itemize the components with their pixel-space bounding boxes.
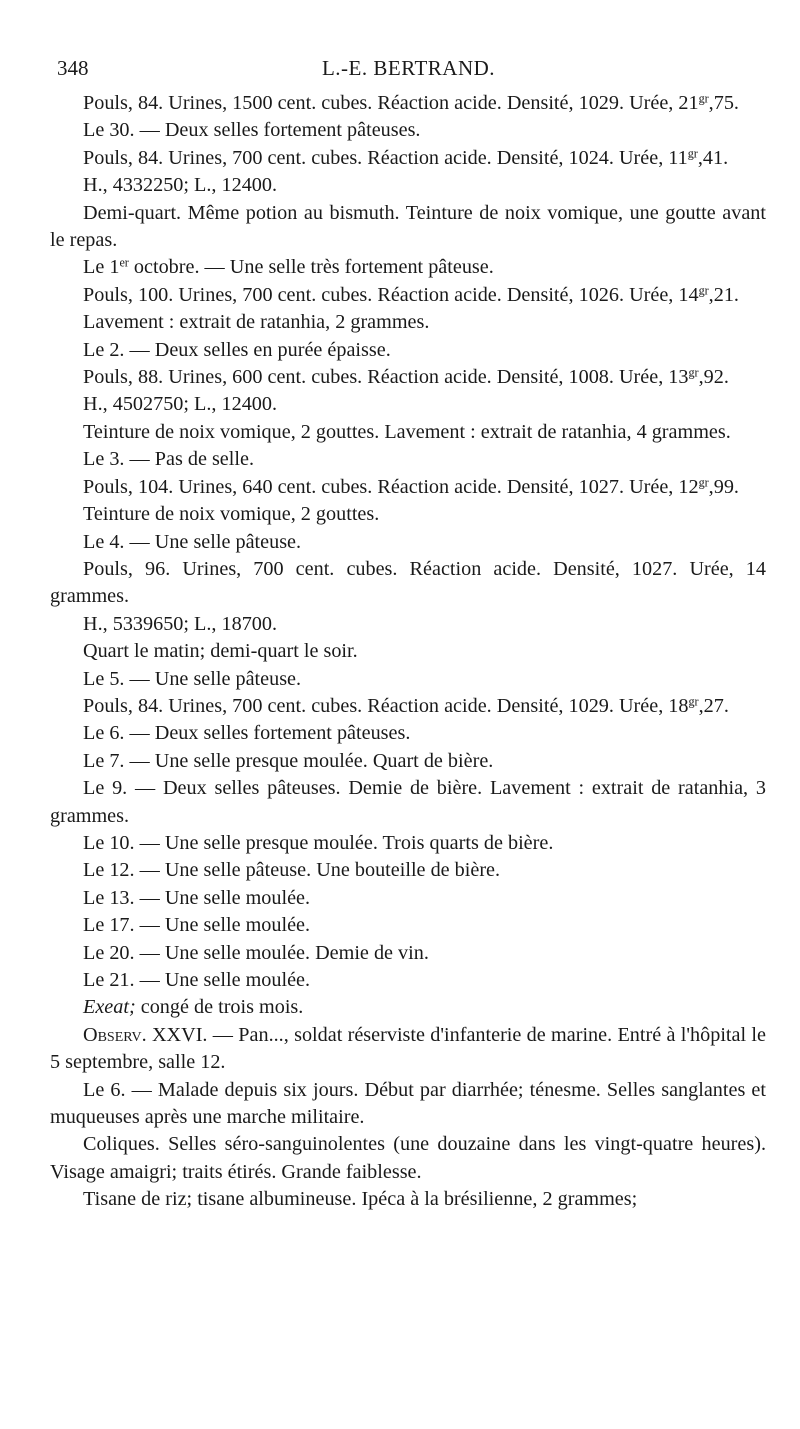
paragraph	[50, 172, 766, 199]
superscript: gr	[698, 283, 709, 298]
paragraph-text-tail: ,75.	[708, 92, 739, 114]
paragraph	[50, 337, 766, 364]
superscript: gr	[688, 694, 699, 709]
paragraph-text: Pouls, 84. Urines, 700 cent. cubes. Réaction acide. Densité, 1029. Urée, 18	[83, 694, 689, 717]
paragraph-text-tail: ,41.	[697, 146, 729, 169]
body-text	[50, 90, 766, 1214]
paragraph-text: Le 4. — Une selle pâteuse.	[83, 530, 302, 553]
paragraph-text-tail: ,92.	[698, 366, 729, 389]
paragraph-text: Le 17. — Une selle moulée.	[83, 914, 311, 937]
paragraph	[50, 282, 766, 309]
paragraph-text: Pouls, 100. Urines, 700 cent. cubes. Réaction acide. Densité, 1026. Urée, 14	[83, 283, 699, 306]
paragraph-text: Pouls, 84. Urines, 700 cent. cubes. Réaction acide. Densité, 1024. Urée, 11	[83, 146, 688, 169]
paragraph-text-tail: ,99.	[708, 475, 739, 498]
paragraph	[50, 666, 766, 693]
paragraph	[50, 638, 766, 665]
paragraph-text-tail: ,21.	[708, 283, 739, 306]
paragraph	[50, 419, 766, 446]
paragraph-text: Le 13. — Une selle moulée.	[83, 886, 311, 909]
superscript: er	[119, 255, 129, 270]
paragraph-text: H., 4502750; L., 12400.	[83, 393, 278, 416]
paragraph	[50, 309, 766, 336]
paragraph	[50, 1131, 766, 1186]
paragraph-text: Le 20. — Une selle moulée. Demie de vin.	[83, 941, 429, 964]
paragraph	[50, 501, 766, 528]
paragraph	[50, 994, 766, 1021]
paragraph-text: Le 7. — Une selle presque moulée. Quart de bière.	[83, 749, 494, 772]
paragraph	[50, 446, 766, 473]
paragraph-text: Le 6. — Deux selles fortement pâteuses.	[83, 722, 411, 745]
paragraph-text-tail: congé de trois mois.	[135, 996, 304, 1019]
paragraph	[50, 720, 766, 747]
paragraph-text: Coliques. Selles séro-sanguinolentes (une douzaine dans les vingt-quatre heures). Visage amaigri; traits étirés. Grande faiblesse.	[50, 1133, 766, 1183]
paragraph-text-tail: ,27.	[698, 694, 729, 717]
page-number: 348	[57, 56, 89, 80]
paragraph	[50, 940, 766, 967]
paragraph-text: Pouls, 96. Urines, 700 cent. cubes. Réaction acide. Densité, 1027. Urée, 14 grammes.	[50, 557, 766, 608]
paragraph	[50, 529, 766, 556]
paragraph-text: Teinture de noix vomique, 2 gouttes. Lavement : extrait de ratanhia, 4 grammes.	[83, 420, 731, 443]
paragraph	[50, 364, 766, 391]
paragraph-text: Quart le matin; demi-quart le soir.	[83, 640, 358, 663]
paragraph	[50, 1022, 766, 1077]
paragraph	[50, 885, 766, 912]
paragraph-text: Le 10. — Une selle presque moulée. Trois quarts de bière.	[83, 831, 554, 854]
superscript: gr	[698, 91, 709, 106]
paragraph-text: Teinture de noix vomique, 2 gouttes.	[83, 503, 380, 526]
superscript: gr	[698, 475, 709, 490]
paragraph-text: Le 3. — Pas de selle.	[83, 448, 254, 471]
paragraph-text: Le 30. — Deux selles fortement pâteuses.	[83, 119, 421, 142]
paragraph-text: Pouls, 88. Urines, 600 cent. cubes. Réaction acide. Densité, 1008. Urée, 13	[83, 366, 689, 389]
paragraph	[50, 556, 766, 611]
paragraph-text-tail: XXVI. — Pan..., soldat réserviste d'infanterie de marine. Entré à l'hôpital le 5 septembre, salle 12.	[50, 1023, 766, 1074]
page-header	[57, 56, 760, 86]
paragraph-text: Le 2. — Deux selles en purée épaisse.	[83, 338, 391, 361]
paragraph	[50, 857, 766, 884]
superscript: gr	[688, 365, 699, 380]
paragraph	[50, 1186, 766, 1213]
emphasis-text: Exeat;	[83, 996, 136, 1019]
paragraph-text: Le 6. — Malade depuis six jours. Début par diarrhée; ténesme. Selles sanglantes et muqueuses après une marche militaire.	[50, 1078, 766, 1129]
paragraph	[50, 611, 766, 638]
paragraph	[50, 775, 766, 830]
paragraph	[50, 748, 766, 775]
paragraph	[50, 117, 766, 144]
paragraph	[50, 200, 766, 255]
paragraph-text: Pouls, 84. Urines, 1500 cent. cubes. Réaction acide. Densité, 1029. Urée, 21	[83, 92, 699, 114]
running-head: L.-E. BERTRAND.	[321, 56, 496, 80]
paragraph	[50, 90, 766, 117]
paragraph-text: Tisane de riz; tisane albumineuse. Ipéca à la brésilienne, 2 grammes;	[83, 1188, 638, 1211]
paragraph-text: Le 5. — Une selle pâteuse.	[83, 667, 302, 690]
paragraph	[50, 912, 766, 939]
paragraph-text: H., 5339650; L., 18700.	[83, 612, 278, 635]
paragraph	[50, 391, 766, 418]
superscript: gr	[687, 146, 698, 161]
paragraph-text: Le 1	[83, 256, 120, 279]
paragraph	[50, 254, 766, 281]
paragraph-text-tail: octobre. — Une selle très fortement pâteuse.	[128, 256, 494, 279]
paragraph	[50, 830, 766, 857]
paragraph-text: Le 9. — Deux selles pâteuses. Demie de bière. Lavement : extrait de ratanhia, 3 grammes.	[50, 777, 766, 827]
observation-label: Observ.	[83, 1023, 147, 1046]
paragraph-text: Le 12. — Une selle pâteuse. Une bouteille de bière.	[83, 859, 501, 882]
paragraph-text: Lavement : extrait de ratanhia, 2 grammes.	[83, 311, 430, 334]
paragraph-text: Le 21. — Une selle moulée.	[83, 969, 311, 991]
paragraph	[50, 1077, 766, 1132]
paragraph-text: Pouls, 104. Urines, 640 cent. cubes. Réaction acide. Densité, 1027. Urée, 12	[83, 475, 699, 498]
paragraph-text: H., 4332250; L., 12400.	[83, 174, 278, 197]
paragraph	[50, 474, 766, 501]
paragraph	[50, 967, 766, 994]
paragraph	[50, 145, 766, 172]
paragraph	[50, 693, 766, 720]
paragraph-text: Demi-quart. Même potion au bismuth. Teinture de noix vomique, une goutte avant le repas.	[50, 201, 766, 252]
